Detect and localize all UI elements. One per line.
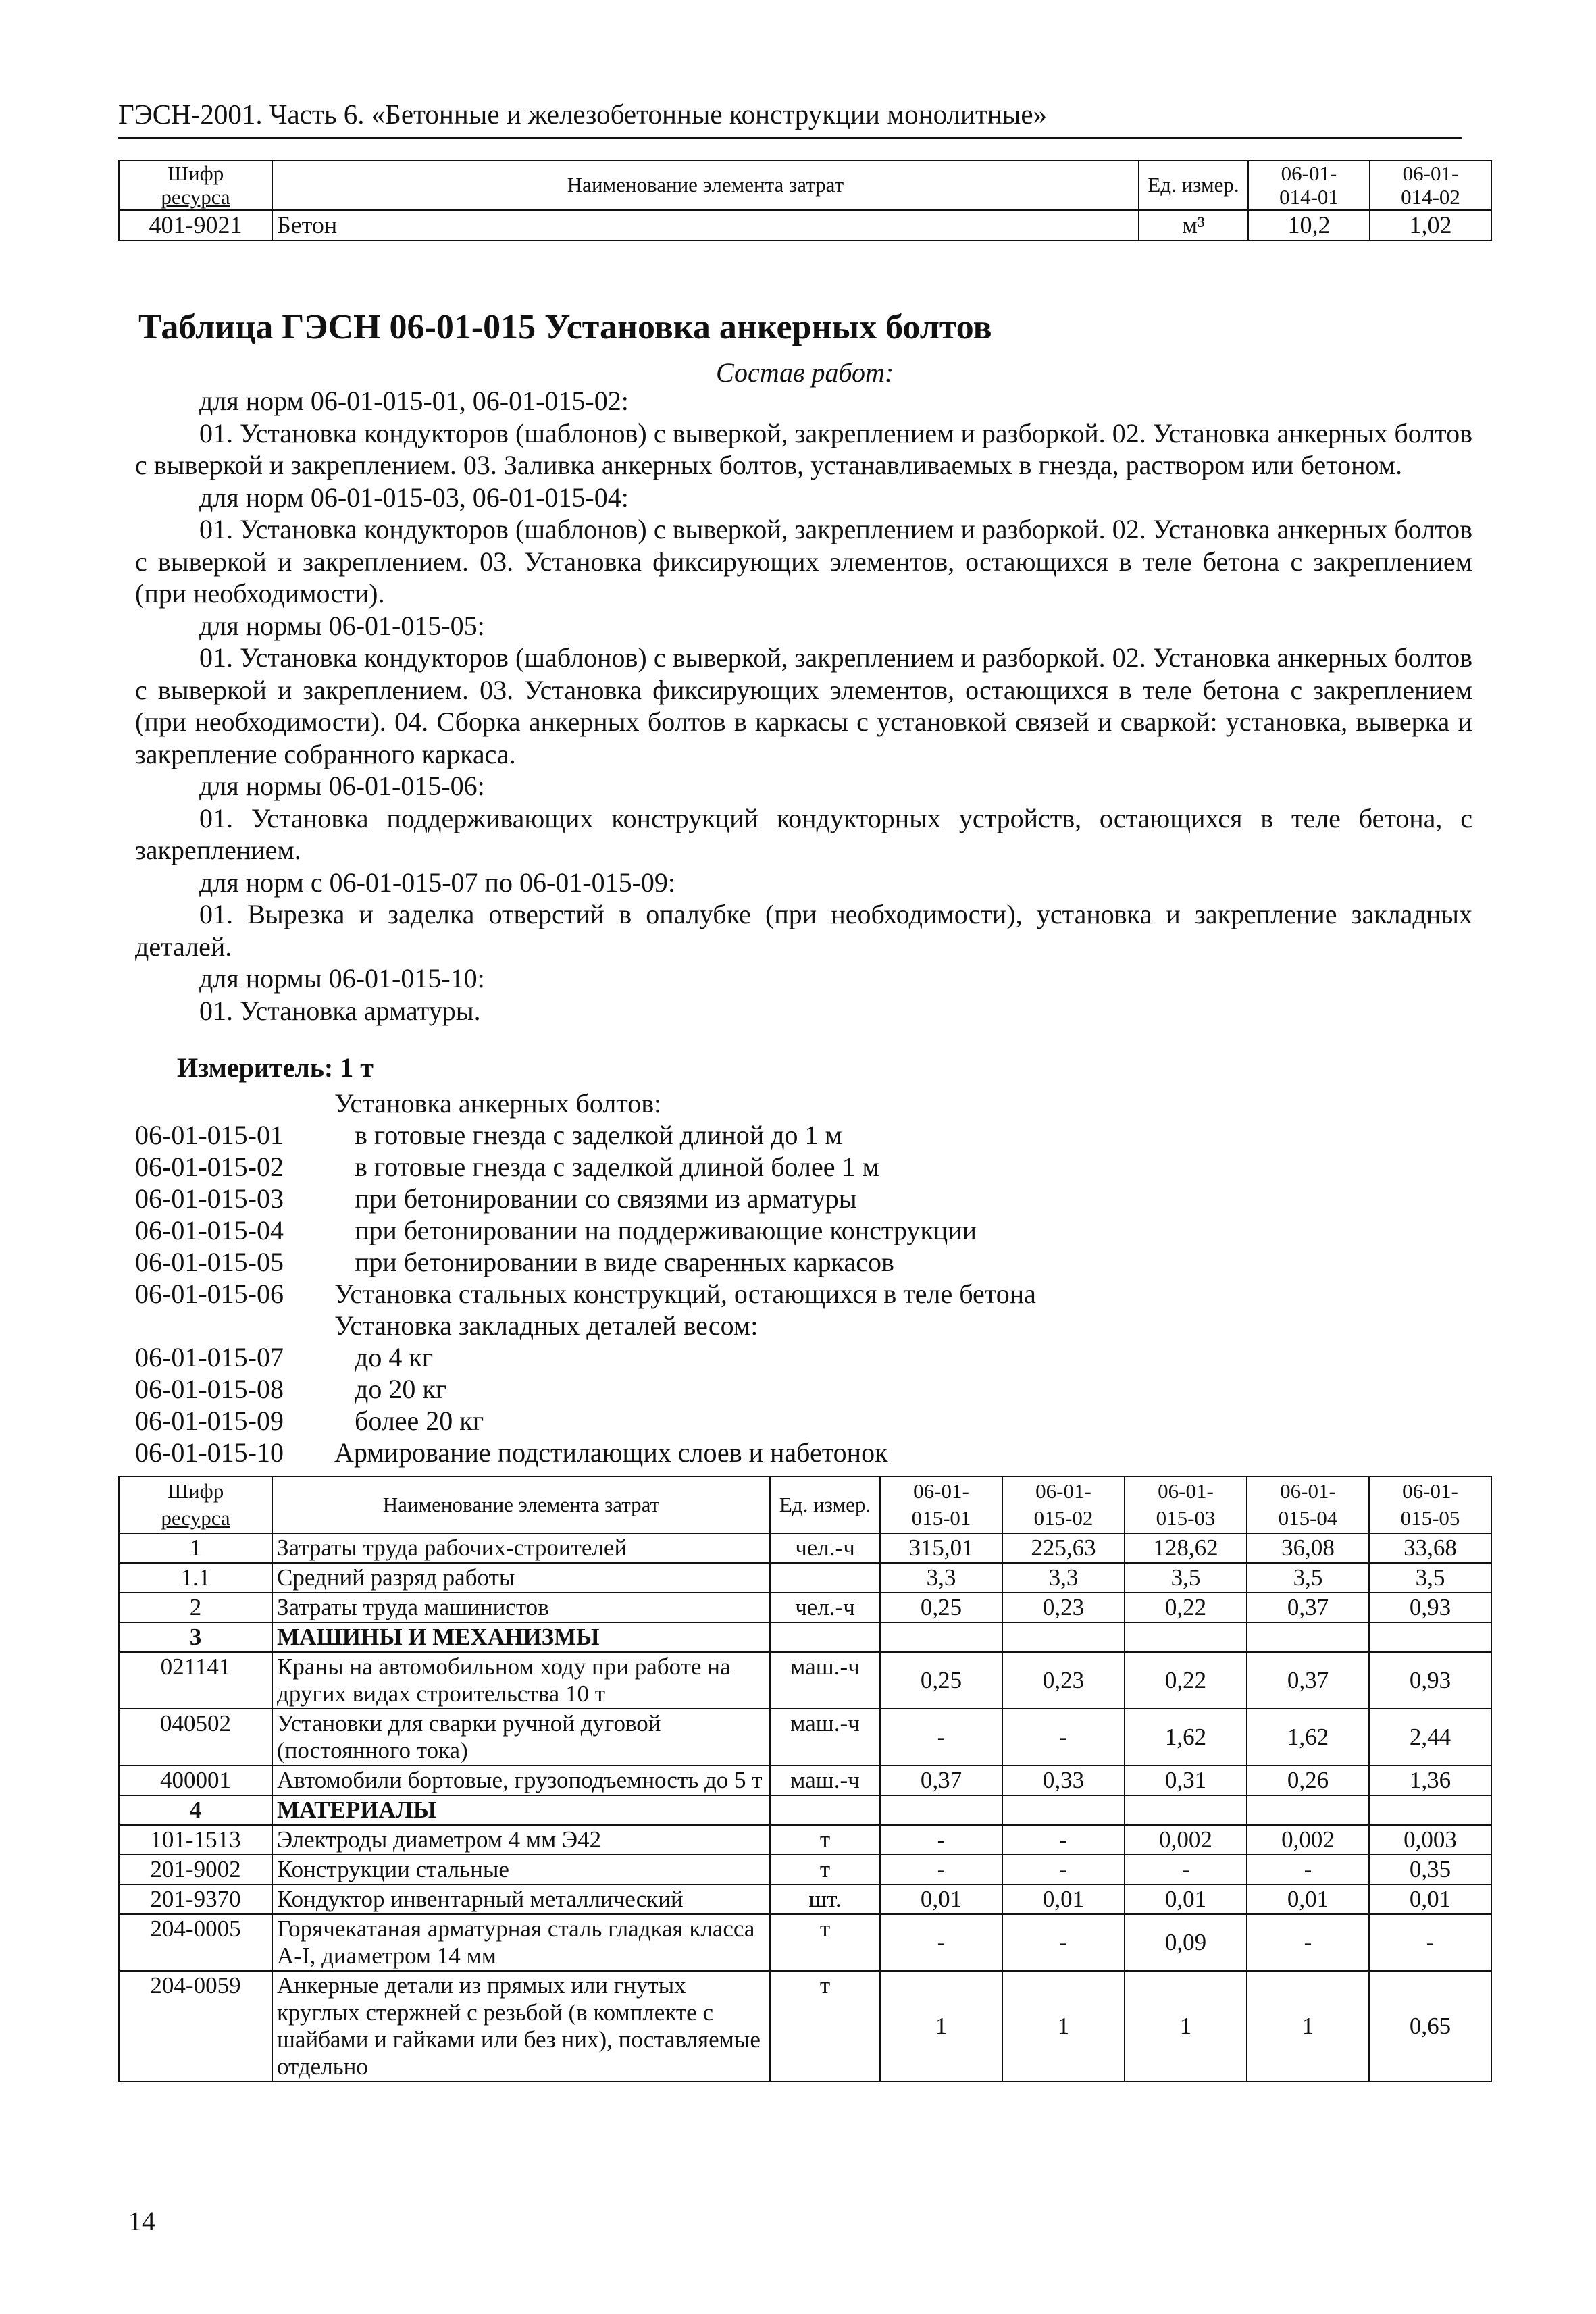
cell-value: 0,01 [1002, 1884, 1125, 1914]
cell-value: 1 [880, 1971, 1002, 2082]
cell-value: 0,22 [1125, 1652, 1247, 1709]
cell-code: 1 [119, 1533, 272, 1563]
page-number: 14 [128, 2206, 155, 2236]
cell-unit: т [770, 1825, 880, 1855]
cell-value: - [880, 1709, 1002, 1766]
cell-unit: маш.-ч [770, 1766, 880, 1795]
cell-value: 0,93 [1369, 1652, 1491, 1709]
cell-value: 0,002 [1125, 1825, 1247, 1855]
cell-value: 3,5 [1369, 1563, 1491, 1593]
cell-value [1369, 1795, 1491, 1825]
header-col: 06-01- 015-03 [1125, 1476, 1247, 1533]
cell-value: 33,68 [1369, 1533, 1491, 1563]
cell-value: 1,02 [1370, 210, 1491, 240]
cell-code: 101-1513 [119, 1825, 272, 1855]
cell-value: 0,25 [880, 1652, 1002, 1709]
table-row [119, 1855, 1491, 1884]
resources-table-body [119, 1533, 1491, 2082]
cell-value: 3,5 [1125, 1563, 1247, 1593]
cell-value: 0,002 [1247, 1825, 1369, 1855]
cell-value [1247, 1622, 1369, 1652]
works-subtitle: Состав работ: [716, 357, 894, 388]
cell-name: Затраты труда машинистов [272, 1593, 770, 1622]
header-name: Наименование элемента затрат [272, 161, 1139, 210]
works-label: для нормы 06-01-015-06: [199, 771, 485, 801]
cell-value: 3,3 [880, 1563, 1002, 1593]
cell-name: Бетон [272, 210, 1139, 240]
document-page: ГЭСН-2001. Часть 6. «Бетонные и железобетонные конструкции монолитные» Шифр ресурса Наименование элемента затрат Ед. измер. 06-01- 014-01 06-01- 014-02 401-9021 Бетон м³ 10,2 1,02 Таблица ГЭСН 06-01-015 Установка анкерных болтов Состав работ: для норм 06-01-015-01, 06-01-015-02: 01. Установка кондукторов (шаблонов) с выверкой, закреплением и разборкой. 02. Установка анкерных болтов с выверкой и закреплением. 03. Заливка анкерных болтов, устанавливаемых в гнезда, раствором или бетоном. для норм 06-01-015-03, 06-01-015-04: 01. Установка кондукторов (шаблонов) с выверкой, закреплением и разборкой. 02. Установка анкерных болтов с выверкой и закреплением. 03. Установка фиксирующих элементов, остающихся в теле бетона с закреплением (при необходимости). для нормы 06-01-015-05: 01. Установка кондукторов (шаблонов) с выверкой, закреплением и разборкой. 02. Установка анкерных болтов с выверкой и закреплением. 03. Установка фиксирующих элементов, остающихся в теле бетона с закреплением (при необходимости). 04. Сборка анкерных болтов в каркасы с установкой связей и сваркой: установка, выверка и закрепление собранного каркаса. для нормы 06-01-015-06: 01. Установка поддерживающих конструкций кондукторных устройств, остающихся в теле бетона, с закреплением. для норм с 06-01-015-07 по 06-01-015-09: 01. Вырезка и заделка отверстий в опалубке (при необходимости), установка и закрепление закладных деталей. для нормы 06-01-015-10: 01. Установка арматуры. Измеритель: 1 т Установка анкерных болтов: 06-01-015-01 в готовые гнезда с заделкой длиной до 1 м 06-01-015-02 в готовые гнезда с заделкой длиной более 1 м 06-01-015-03 при бетонировании со связями из арматуры 06-01-015-04 при бетонировании на поддерживающие конструкции 06-01-015-05 при бетонировании в виде сваренных каркасов 06-01-015-06 Установка стальных конструкций, остающихся в теле бетона Установка закладных деталей весом: 06-01-015-07 до 4 кг 06-01-015-08 до 20 кг 06-01-015-09 более 20 кг 06-01-015-10 Армирование подстилающих слоев и набетонок Шифр ресурса Наименование элемента затрат Ед. измер. 06-01- 015-01 06-01- 015-02 06-01- 015-03 06-01- 015-04 06-01- 015-05 1 Затраты труда рабочих-строителей чел.-ч 315,01 225,63 128,62 36,08 33,68 1.1 Средний разряд работы 3,3 3,3 3,5 3,5 3,5 2 Затраты труда машинистов чел.-ч 0,25 0,23 0,22 0,37 0,93 3 МАШИНЫ И МЕХАНИЗМЫ 021141 Краны на автомобильном ходу при работе на других видах строительства 10 т маш.-ч 0,25 0,23 0,22 0,37 0,93 040502 Установки для сварки ручной дуговой (постоянного тока) маш.-ч - - 1,62 1,62 2,44 400001 Автомобили бортовые, грузоподъемность до 5 т маш.-ч 0,37 0,33 0,31 0,26 1,36 4 МАТЕРИАЛЫ 101-1513 Электроды диаметром 4 мм Э42 т - - 0,002 0,002 0,003 201-9002 Конструкции стальные т - - - - 0,35 201-9370 Кондуктор инвентарный металлический шт. 0,01 0,01 0,01 0,01 0,01 204-0005 Горячекатаная арматурная сталь гладкая класса А-I, диаметром 14 мм т - - 0,09 - - 204-0059 Анкерные детали из прямых или гнутых круглых стержней с резьбой (в комплекте с шайбами и гайками или без них), поставляемые отдельно т 1 1 1 1 0,65 14 [0, 0, 1596, 2314]
table-row [119, 1914, 1491, 1971]
works-text: 01. Установка кондукторов (шаблонов) с выверкой, закреплением и разборкой. 02. Установка анкерных болтов с выверкой и закреплением. 03. Установка фиксирующих элементов, остающихся в теле бетона с закреплением (при необходимости). [135, 514, 1472, 609]
works-text: 01. Вырезка и заделка отверстий в опалубке (при необходимости), установка и закрепление закладных деталей. [135, 899, 1472, 962]
resources-table [118, 1476, 1492, 2082]
header-name: Наименование элемента затрат [272, 1476, 770, 1533]
cell-value [1002, 1795, 1125, 1825]
cell-value [1125, 1622, 1247, 1652]
cell-unit [770, 1563, 880, 1593]
cell-unit: шт. [770, 1884, 880, 1914]
cell-unit: т [770, 1971, 880, 2082]
cell-value: 0,01 [1247, 1884, 1369, 1914]
cell-value: 0,35 [1369, 1855, 1491, 1884]
header-code: Шифр ресурса [119, 161, 272, 210]
cell-value: 0,01 [880, 1884, 1002, 1914]
cell-value: 225,63 [1002, 1533, 1125, 1563]
cell-value: 0,003 [1369, 1825, 1491, 1855]
cell-name: Средний разряд работы [272, 1563, 770, 1593]
works-text: 01. Установка кондукторов (шаблонов) с выверкой, закреплением и разборкой. 02. Установка анкерных болтов с выверкой и закреплением. 03. Заливка анкерных болтов, устанавливаемых в гнезда, раствором или бетоном. [135, 417, 1472, 480]
cell-code: 2 [119, 1593, 272, 1622]
cell-value: 1 [1002, 1971, 1125, 2082]
cell-value: 0,23 [1002, 1652, 1125, 1709]
cell-value [1369, 1622, 1491, 1652]
header-col: 06-01- 015-04 [1247, 1476, 1369, 1533]
cell-name: Краны на автомобильном ходу при работе на других видах строительства 10 т [272, 1652, 770, 1709]
cell-name: МАТЕРИАЛЫ [272, 1795, 770, 1825]
cell-value: - [1002, 1914, 1125, 1971]
cell-value: 0,31 [1125, 1766, 1247, 1795]
works-composition [135, 385, 1472, 1027]
cell-value: 1,62 [1247, 1709, 1369, 1766]
table-row [119, 1622, 1491, 1652]
cell-value: 3,5 [1247, 1563, 1369, 1593]
cell-value: 1 [1247, 1971, 1369, 2082]
works-label: для норм 06-01-015-01, 06-01-015-02: [199, 386, 629, 416]
cell-value: 128,62 [1125, 1533, 1247, 1563]
concrete-table [118, 160, 1492, 241]
cell-unit: маш.-ч [770, 1652, 880, 1709]
cell-unit: маш.-ч [770, 1709, 880, 1766]
cell-value: - [1125, 1855, 1247, 1884]
cell-value: 1,62 [1125, 1709, 1247, 1766]
cell-value: - [1002, 1855, 1125, 1884]
cell-unit: чел.-ч [770, 1593, 880, 1622]
cell-name: Анкерные детали из прямых или гнутых круглых стержней с резьбой (в комплекте с шайбами и гайками или без них), поставляемые отдельно [272, 1971, 770, 2082]
cell-code: 201-9002 [119, 1855, 272, 1884]
table-row [119, 1709, 1491, 1766]
cell-code: 201-9370 [119, 1884, 272, 1914]
cell-value: - [880, 1914, 1002, 1971]
resources-table-header [119, 1476, 1491, 1533]
header-unit: Ед. измер. [1139, 161, 1248, 210]
works-label: для норм с 06-01-015-07 по 06-01-015-09: [199, 867, 676, 898]
cell-value: 0,37 [880, 1766, 1002, 1795]
header-code: Шифр ресурса [119, 1476, 272, 1533]
table-row [119, 1825, 1491, 1855]
cell-name: Затраты труда рабочих-строителей [272, 1533, 770, 1563]
cell-value: - [880, 1825, 1002, 1855]
table-row [119, 1533, 1491, 1563]
cell-code: 3 [119, 1622, 272, 1652]
cell-value: 2,44 [1369, 1709, 1491, 1766]
table-row [119, 210, 1491, 240]
cell-name: Кондуктор инвентарный металлический [272, 1884, 770, 1914]
cell-value: 3,3 [1002, 1563, 1125, 1593]
works-text: 01. Установка поддерживающих конструкций кондукторных устройств, остающихся в теле бетона, с закреплением. [135, 802, 1472, 865]
cell-value: - [1002, 1709, 1125, 1766]
cell-name: Горячекатаная арматурная сталь гладкая класса А-I, диаметром 14 мм [272, 1914, 770, 1971]
cell-value: 36,08 [1247, 1533, 1369, 1563]
cell-code: 021141 [119, 1652, 272, 1709]
table-row [119, 1971, 1491, 2082]
cell-value: 0,23 [1002, 1593, 1125, 1622]
concrete-table-header [119, 161, 1491, 210]
cell-value: 0,37 [1247, 1593, 1369, 1622]
cell-code: 040502 [119, 1709, 272, 1766]
cell-code: 1.1 [119, 1563, 272, 1593]
table-row [119, 1795, 1491, 1825]
cell-value: 0,33 [1002, 1766, 1125, 1795]
cell-value: 315,01 [880, 1533, 1002, 1563]
cell-value: - [1002, 1825, 1125, 1855]
cell-unit [770, 1795, 880, 1825]
cell-value: - [1247, 1855, 1369, 1884]
cell-value: - [1247, 1914, 1369, 1971]
table-row [119, 1563, 1491, 1593]
cell-value: - [880, 1855, 1002, 1884]
table-row [119, 1766, 1491, 1795]
cell-code: 204-0059 [119, 1971, 272, 2082]
cell-name: МАШИНЫ И МЕХАНИЗМЫ [272, 1622, 770, 1652]
cell-code: 4 [119, 1795, 272, 1825]
cell-value: 0,37 [1247, 1652, 1369, 1709]
table-row [119, 1884, 1491, 1914]
cell-unit: т [770, 1855, 880, 1884]
cell-code: 401-9021 [119, 210, 272, 240]
works-label: для нормы 06-01-015-05: [199, 610, 485, 641]
cell-code: 400001 [119, 1766, 272, 1795]
header-col: 06-01- 015-05 [1369, 1476, 1491, 1533]
cell-name: Установки для сварки ручной дуговой (постоянного тока) [272, 1709, 770, 1766]
cell-value [880, 1795, 1002, 1825]
works-label: для норм 06-01-015-03, 06-01-015-04: [199, 482, 629, 513]
header-unit: Ед. измер. [770, 1476, 880, 1533]
running-header: ГЭСН-2001. Часть 6. «Бетонные и железобетонные конструкции монолитные» [118, 98, 1462, 139]
header-col-2: 06-01- 014-02 [1370, 161, 1491, 210]
cell-value: 0,25 [880, 1593, 1002, 1622]
cell-value: 0,26 [1247, 1766, 1369, 1795]
cell-value: 0,01 [1125, 1884, 1247, 1914]
cell-unit [770, 1622, 880, 1652]
meter-label: Измеритель: 1 т [177, 1052, 374, 1083]
cell-value: 0,22 [1125, 1593, 1247, 1622]
works-text: 01. Установка арматуры. [199, 995, 481, 1026]
cell-value: 0,09 [1125, 1914, 1247, 1971]
header-col-1: 06-01- 014-01 [1248, 161, 1370, 210]
table-title: Таблица ГЭСН 06-01-015 Установка анкерных болтов [138, 308, 992, 346]
cell-unit: чел.-ч [770, 1533, 880, 1563]
cell-value: 0,65 [1369, 1971, 1491, 2082]
cell-value: 10,2 [1248, 210, 1370, 240]
cell-unit: м³ [1139, 210, 1248, 240]
cell-value: 1 [1125, 1971, 1247, 2082]
cell-name: Электроды диаметром 4 мм Э42 [272, 1825, 770, 1855]
cell-value: 0,01 [1369, 1884, 1491, 1914]
cell-value [1247, 1795, 1369, 1825]
cell-value [1002, 1622, 1125, 1652]
cell-code: 204-0005 [119, 1914, 272, 1971]
header-col: 06-01- 015-02 [1002, 1476, 1125, 1533]
works-text: 01. Установка кондукторов (шаблонов) с выверкой, закреплением и разборкой. 02. Установка анкерных болтов с выверкой и закреплением. 03. Установка фиксирующих элементов, остающихся в теле бетона с закреплением (при необходимости). 04. Сборка анкерных болтов в каркасы с установкой связей и сваркой: установка, выверка и закрепление собранного каркаса. [135, 642, 1472, 769]
works-label: для нормы 06-01-015-10: [199, 963, 485, 994]
cell-unit: т [770, 1914, 880, 1971]
cell-value: - [1369, 1914, 1491, 1971]
cell-name: Автомобили бортовые, грузоподъемность до 5 т [272, 1766, 770, 1795]
cell-value: 0,93 [1369, 1593, 1491, 1622]
table-row [119, 1593, 1491, 1622]
cell-value [880, 1622, 1002, 1652]
cell-name: Конструкции стальные [272, 1855, 770, 1884]
table-row [119, 1652, 1491, 1709]
cell-value [1125, 1795, 1247, 1825]
cell-value: 1,36 [1369, 1766, 1491, 1795]
header-col: 06-01- 015-01 [880, 1476, 1002, 1533]
